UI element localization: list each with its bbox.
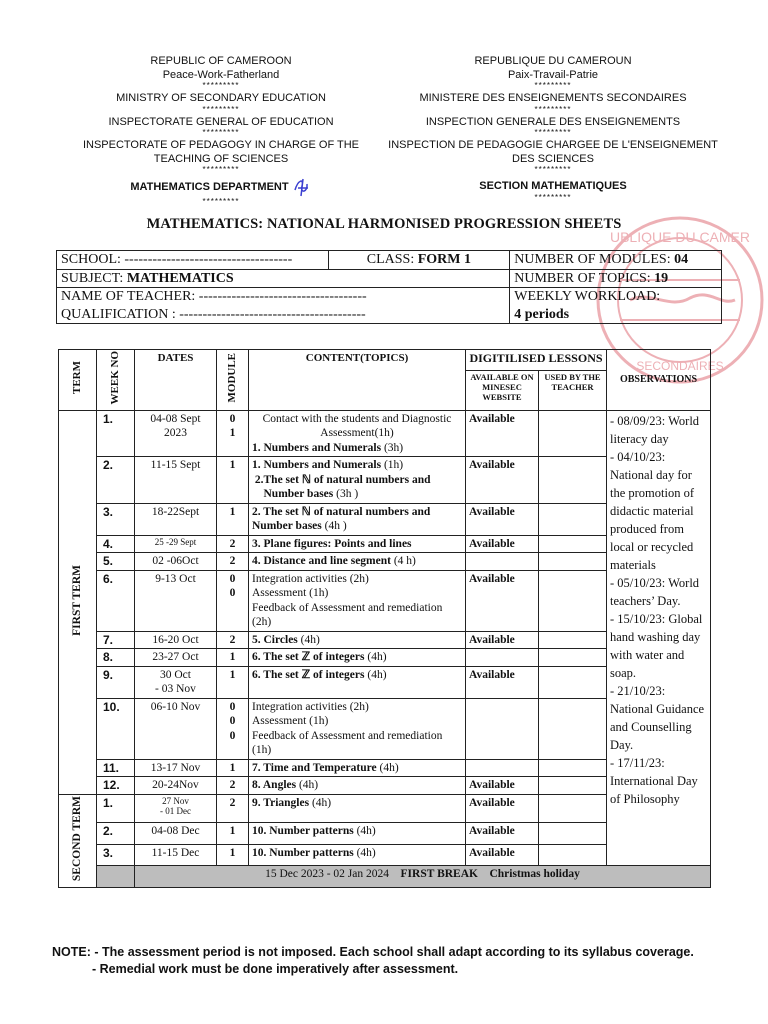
separator-stars: *********	[202, 128, 240, 137]
content-cell: 2. The set ℕ of natural numbers and Number bases (4h )	[249, 503, 466, 535]
available-cell: Available	[466, 410, 539, 457]
ministry-name: MINISTRY OF SECONDARY EDUCATION	[116, 92, 326, 104]
available-cell: Available	[466, 631, 539, 649]
term-label: SECOND TERM	[71, 795, 84, 882]
content-cell: 1. Numbers and Numerals (1h) 2.The set ℕ of natural numbers and Number bases (3h )	[249, 457, 466, 504]
available-cell: Available	[466, 503, 539, 535]
department-name: MATHEMATICS DEPARTMENT	[130, 180, 289, 193]
content-cell: Integration activities (2h) Assessment (1h) Feedback of Assessment and remediation (1h)	[249, 698, 466, 759]
term-cell	[59, 794, 97, 887]
module-cell: 1	[217, 823, 249, 844]
week-header: WEEK NO	[97, 350, 135, 411]
week-cell: 5.	[97, 553, 135, 571]
module-cell: 1	[217, 503, 249, 535]
separator-stars: *********	[202, 197, 240, 206]
dates-cell: 23-27 Oct	[135, 649, 217, 667]
separator-stars: *********	[534, 81, 572, 90]
used-cell	[539, 503, 607, 535]
school-field: SCHOOL: ------------------------------------	[57, 251, 329, 270]
module-cell: 1	[217, 759, 249, 777]
content-cell: Contact with the students and Diagnostic Assessment(1h) 1. Numbers and Numerals (3h)	[249, 410, 466, 457]
module-cell: 0 1	[217, 410, 249, 457]
observations-cell: - 08/09/23: World literacy day - 04/10/23: National day for the promotion of didactic material produced from local or recycled materials - 05/10/23: World teachers’ Day. - 15/10/23: Global hand washing day with water and soap. - 21/10/23: National Guidance and Counselling Day. - 17/11/23: International Day of Philosophy	[607, 410, 711, 865]
break-row	[59, 866, 711, 887]
dates-cell: 9-13 Oct	[135, 570, 217, 631]
available-cell: Available	[466, 457, 539, 504]
country-name-fr: REPUBLIQUE DU CAMEROUN	[474, 55, 632, 67]
used-cell	[539, 777, 607, 795]
available-cell: Available	[466, 794, 539, 822]
used-cell	[539, 759, 607, 777]
digitilised-header: DIGITILISED LESSONS	[466, 350, 607, 371]
used-cell	[539, 535, 607, 553]
note-line: - Remedial work must be done imperatively after assessment.	[92, 962, 459, 976]
separator-stars: *********	[534, 192, 572, 202]
dates-cell: 27 Nov - 01 Dec	[135, 794, 217, 822]
break-blank-cell	[97, 866, 135, 887]
national-motto: Peace-Work-Fatherland	[162, 68, 280, 81]
dates-cell: 30 Oct - 03 Nov	[135, 666, 217, 698]
signature-icon	[292, 176, 312, 198]
week-cell: 2.	[97, 457, 135, 504]
dates-header: DATES	[135, 350, 217, 411]
progression-table	[58, 349, 711, 888]
content-cell: 5. Circles (4h)	[249, 631, 466, 649]
week-cell: 7.	[97, 631, 135, 649]
school-info-table	[56, 250, 722, 324]
content-cell: 8. Angles (4h)	[249, 777, 466, 795]
observations-header: OBSERVATIONS	[607, 350, 711, 411]
dates-cell: 18-22Sept	[135, 503, 217, 535]
department-name-fr: SECTION MATHEMATIQUES	[479, 180, 627, 192]
term-cell	[59, 410, 97, 794]
week-cell: 11.	[97, 759, 135, 777]
used-cell	[539, 823, 607, 844]
available-cell: Available	[466, 777, 539, 795]
content-cell: Integration activities (2h) Assessment (1h) Feedback of Assessment and remediation (2h)	[249, 570, 466, 631]
week-cell: 4.	[97, 535, 135, 553]
svg-text:SECONDAIRES: SECONDAIRES	[636, 359, 724, 373]
header-english	[56, 55, 386, 205]
week-cell: 6.	[97, 570, 135, 631]
dates-cell: 11-15 Dec	[135, 844, 217, 865]
dates-cell: 20-24Nov	[135, 777, 217, 795]
content-cell: 3. Plane figures: Points and lines	[249, 535, 466, 553]
week-cell: 12.	[97, 777, 135, 795]
svg-text:UBLIQUE DU CAMER: UBLIQUE DU CAMER	[609, 229, 751, 245]
module-cell: 2	[217, 535, 249, 553]
content-cell: 9. Triangles (4h)	[249, 794, 466, 822]
content-cell: 4. Distance and line segment (4 h)	[249, 553, 466, 571]
dates-cell: 02 -06Oct	[135, 553, 217, 571]
used-header: USED BY THE TEACHER	[539, 371, 607, 411]
week-cell: 2.	[97, 823, 135, 844]
notes	[52, 944, 694, 978]
page-title: MATHEMATICS: NATIONAL HARMONISED PROGRESSION SHEETS	[146, 216, 622, 232]
topics-field: NUMBER OF TOPICS: 19	[510, 269, 722, 288]
dates-cell: 16-20 Oct	[135, 631, 217, 649]
week-cell: 3.	[97, 503, 135, 535]
week-cell: 8.	[97, 649, 135, 667]
country-name: REPUBLIC OF CAMEROON	[150, 55, 292, 67]
national-motto-fr: Paix-Travail-Patrie	[507, 68, 599, 81]
separator-stars: *********	[534, 104, 572, 114]
available-cell: Available	[466, 535, 539, 553]
available-cell: Available	[466, 570, 539, 631]
used-cell	[539, 553, 607, 571]
separator-stars: *********	[202, 81, 240, 90]
pedagogy-inspectorate: INSPECTORATE OF PEDAGOGY IN CHARGE OF THE TEACHING OF SCIENCES	[82, 139, 360, 165]
separator-stars: *********	[534, 128, 572, 137]
module-header: MODULE	[217, 350, 249, 411]
dates-cell: 04-08 Dec	[135, 823, 217, 844]
available-cell	[466, 649, 539, 667]
separator-stars: *********	[202, 104, 240, 114]
module-cell: 0 0 0	[217, 698, 249, 759]
module-cell: 1	[217, 666, 249, 698]
used-cell	[539, 794, 607, 822]
dates-cell: 04-08 Sept 2023	[135, 410, 217, 457]
used-cell	[539, 666, 607, 698]
dates-cell: 25 -29 Sept	[135, 535, 217, 553]
inspectorate-name-fr: INSPECTION GENERALE DES ENSEIGNEMENTS	[425, 115, 681, 128]
separator-stars: *********	[202, 165, 240, 174]
modules-field: NUMBER OF MODULES: 04	[510, 251, 722, 270]
note-line: NOTE: - The assessment period is not imposed. Each school shall adapt according to its syllabus coverage.	[52, 945, 694, 959]
break-cell: 15 Dec 2023 - 02 Jan 2024 FIRST BREAK Christmas holiday	[135, 866, 711, 887]
content-header: CONTENT(TOPICS)	[249, 350, 466, 411]
module-cell: 1	[217, 844, 249, 865]
used-cell	[539, 410, 607, 457]
used-cell	[539, 698, 607, 759]
workload-field: WEEKLY WORKLOAD: 4 periods	[510, 288, 722, 324]
week-cell: 1.	[97, 794, 135, 822]
term-header: TERM	[59, 350, 97, 411]
dates-cell: 13-17 Nov	[135, 759, 217, 777]
available-cell: Available	[466, 844, 539, 865]
week-cell: 1.	[97, 410, 135, 457]
used-cell	[539, 649, 607, 667]
used-cell	[539, 844, 607, 865]
content-cell: 10. Number patterns (4h)	[249, 844, 466, 865]
module-cell: 1	[217, 649, 249, 667]
module-cell: 2	[217, 777, 249, 795]
content-cell: 6. The set ℤ of integers (4h)	[249, 649, 466, 667]
subject-field: SUBJECT: MATHEMATICS	[57, 269, 510, 288]
term-label: FIRST TERM	[71, 564, 84, 636]
module-cell: 1	[217, 457, 249, 504]
week-cell: 3.	[97, 844, 135, 865]
used-cell	[539, 457, 607, 504]
module-cell: 2	[217, 794, 249, 822]
separator-stars: *********	[534, 165, 572, 174]
content-cell: 6. The set ℤ of integers (4h)	[249, 666, 466, 698]
class-field: CLASS: FORM 1	[328, 251, 510, 270]
content-cell: 10. Number patterns (4h)	[249, 823, 466, 844]
week-cell: 10.	[97, 698, 135, 759]
dates-cell: 11-15 Sept	[135, 457, 217, 504]
pedagogy-inspectorate-fr: INSPECTION DE PEDAGOGIE CHARGEE DE L'ENSEIGNEMENT DES SCIENCES	[388, 139, 718, 165]
teacher-field: NAME OF TEACHER: ------------------------------------ QUALIFICATION : ----------------------------------------	[57, 288, 510, 324]
inspectorate-name: INSPECTORATE GENERAL OF EDUCATION	[108, 115, 334, 128]
table-row	[59, 410, 711, 457]
available-cell	[466, 553, 539, 571]
header-french	[388, 55, 718, 201]
week-cell: 9.	[97, 666, 135, 698]
module-cell: 2	[217, 553, 249, 571]
dates-cell: 06-10 Nov	[135, 698, 217, 759]
available-cell: Available	[466, 823, 539, 844]
used-cell	[539, 570, 607, 631]
department-line	[56, 176, 386, 198]
available-cell: Available	[466, 666, 539, 698]
content-cell: 7. Time and Temperature (4h)	[249, 759, 466, 777]
module-cell: 0 0	[217, 570, 249, 631]
available-cell	[466, 759, 539, 777]
used-cell	[539, 631, 607, 649]
available-header: AVAILABLE ON MINESEC WEBSITE	[466, 371, 539, 411]
module-cell: 2	[217, 631, 249, 649]
available-cell	[466, 698, 539, 759]
ministry-name-fr: MINISTERE DES ENSEIGNEMENTS SECONDAIRES	[419, 92, 687, 104]
